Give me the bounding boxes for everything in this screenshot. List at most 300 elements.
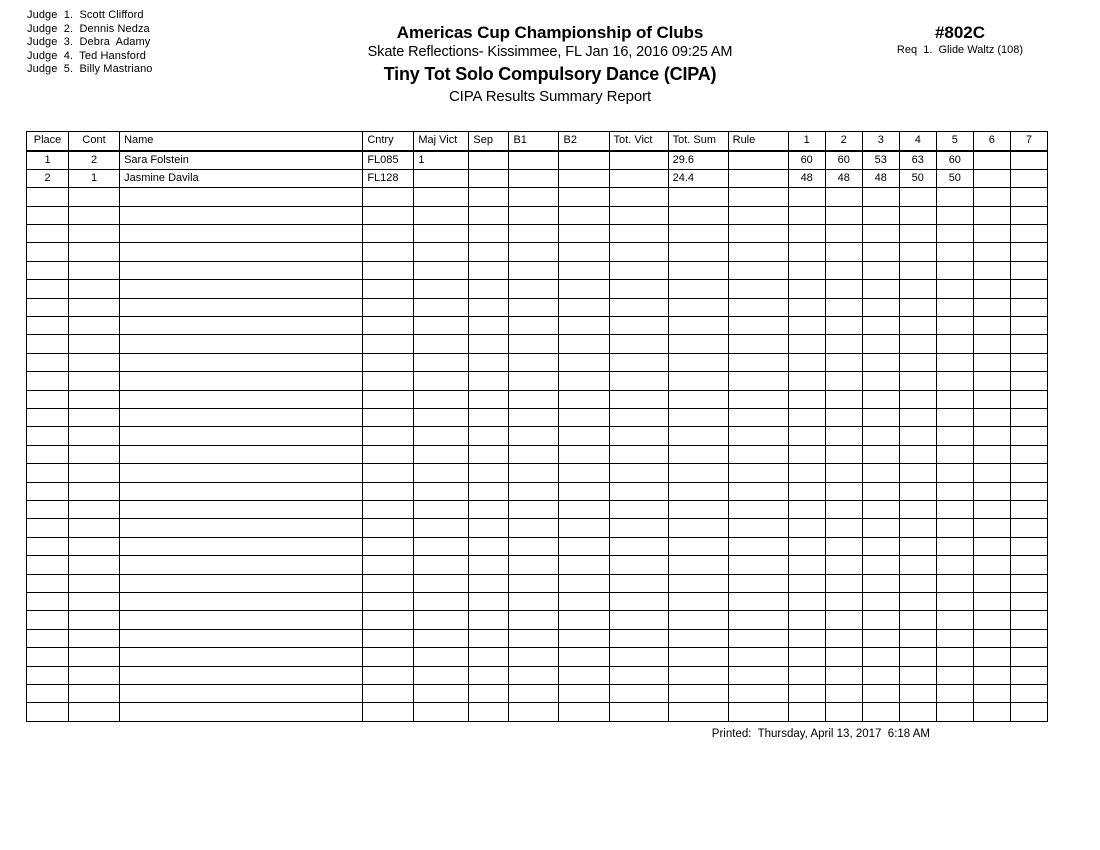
cell-j7 <box>1010 666 1047 684</box>
cell-rule <box>728 593 788 611</box>
cell-maj_vict <box>414 574 469 592</box>
cell-cont <box>69 316 120 334</box>
cell-tot_sum <box>668 501 728 519</box>
cell-j1 <box>788 298 825 316</box>
cell-tot_sum <box>668 353 728 371</box>
column-header-tot_vict[interactable]: Tot. Vict <box>609 132 668 151</box>
cell-sep <box>469 593 509 611</box>
cell-j6 <box>973 501 1010 519</box>
cell-tot_vict <box>609 298 668 316</box>
cell-maj_vict <box>414 372 469 390</box>
cell-maj_vict <box>414 629 469 647</box>
cell-b1 <box>509 261 559 279</box>
column-header-j2[interactable]: 2 <box>825 132 862 151</box>
cell-j6 <box>973 556 1010 574</box>
judge-label: Judge <box>27 9 58 21</box>
cell-j3 <box>862 372 899 390</box>
cell-cntry <box>363 556 414 574</box>
cell-cntry <box>363 372 414 390</box>
cell-j6 <box>973 390 1010 408</box>
cell-j6 <box>973 243 1010 261</box>
table-row-empty[interactable] <box>27 206 1048 224</box>
cell-b1 <box>509 243 559 261</box>
cell-rule <box>728 316 788 334</box>
cell-sep <box>469 703 509 721</box>
cell-name <box>120 390 363 408</box>
cell-j7 <box>1010 464 1047 482</box>
cell-j4 <box>899 445 936 463</box>
cell-name <box>120 464 363 482</box>
cell-maj_vict <box>414 648 469 666</box>
cell-tot_sum <box>668 261 728 279</box>
table-row-empty[interactable] <box>27 556 1048 574</box>
cell-place <box>27 390 69 408</box>
cell-j2 <box>825 445 862 463</box>
column-header-place[interactable]: Place <box>27 132 69 151</box>
cell-j6 <box>973 648 1010 666</box>
cell-place <box>27 666 69 684</box>
table-row-empty[interactable] <box>27 280 1048 298</box>
cell-j3 <box>862 482 899 500</box>
cell-sep <box>469 519 509 537</box>
cell-j5 <box>936 261 973 279</box>
cell-place <box>27 648 69 666</box>
column-header-cont[interactable]: Cont <box>69 132 120 151</box>
cell-place <box>27 427 69 445</box>
cell-sep <box>469 427 509 445</box>
cell-rule <box>728 427 788 445</box>
cell-name <box>120 298 363 316</box>
cell-place <box>27 206 69 224</box>
cell-rule <box>728 335 788 353</box>
cell-j7 <box>1010 611 1047 629</box>
cell-tot_sum <box>668 537 728 555</box>
table-row-empty[interactable] <box>27 188 1048 206</box>
table-row-empty[interactable] <box>27 501 1048 519</box>
cell-cntry <box>363 501 414 519</box>
cell-rule <box>728 280 788 298</box>
cell-rule <box>728 408 788 426</box>
cell-j4: 50 <box>899 169 936 187</box>
cell-name <box>120 574 363 592</box>
cell-rule <box>728 482 788 500</box>
cell-j6 <box>973 629 1010 647</box>
cell-maj_vict <box>414 482 469 500</box>
cell-j4: 63 <box>899 151 936 170</box>
table-row[interactable] <box>27 169 1048 187</box>
cell-j4 <box>899 464 936 482</box>
cell-j7 <box>1010 408 1047 426</box>
cell-tot_sum <box>668 243 728 261</box>
cell-name <box>120 261 363 279</box>
cell-j1 <box>788 316 825 334</box>
cell-name <box>120 408 363 426</box>
cell-b1 <box>509 188 559 206</box>
cell-cntry <box>363 482 414 500</box>
cell-cont <box>69 206 120 224</box>
cell-sep <box>469 372 509 390</box>
cell-b2 <box>559 445 609 463</box>
table-row-empty[interactable] <box>27 261 1048 279</box>
cell-tot_vict <box>609 501 668 519</box>
event-number: #802C <box>934 23 986 42</box>
cell-name <box>120 482 363 500</box>
cell-j6 <box>973 703 1010 721</box>
cell-j6 <box>973 685 1010 703</box>
cell-tot_sum <box>668 574 728 592</box>
cell-maj_vict <box>414 261 469 279</box>
cell-j4 <box>899 335 936 353</box>
cell-maj_vict <box>414 224 469 242</box>
table-row-empty[interactable] <box>27 703 1048 721</box>
cell-sep <box>469 280 509 298</box>
cell-place <box>27 316 69 334</box>
cell-cont <box>69 611 120 629</box>
cell-j2 <box>825 611 862 629</box>
cell-name <box>120 556 363 574</box>
cell-j1 <box>788 519 825 537</box>
cell-cntry <box>363 280 414 298</box>
cell-b1 <box>509 611 559 629</box>
cell-j2 <box>825 685 862 703</box>
cell-j2 <box>825 593 862 611</box>
judge-name: Billy Mastriano <box>79 63 153 76</box>
cell-j1 <box>788 685 825 703</box>
cell-j1 <box>788 593 825 611</box>
cell-j5 <box>936 648 973 666</box>
cell-sep <box>469 648 509 666</box>
cell-tot_vict <box>609 648 668 666</box>
cell-j6 <box>973 611 1010 629</box>
judge-label: Judge <box>27 22 58 35</box>
column-header-cntry[interactable]: Cntry <box>363 132 414 151</box>
cell-j1 <box>788 666 825 684</box>
column-header-j1[interactable]: 1 <box>788 132 825 151</box>
judge-label: Judge <box>27 49 58 62</box>
cell-name <box>120 629 363 647</box>
cell-j5 <box>936 593 973 611</box>
cell-rule <box>728 629 788 647</box>
cell-b1 <box>509 703 559 721</box>
cell-tot_vict <box>609 445 668 463</box>
cell-maj_vict <box>414 335 469 353</box>
column-header-j5[interactable]: 5 <box>936 132 973 151</box>
cell-rule <box>728 151 788 170</box>
cell-j2 <box>825 261 862 279</box>
cell-name <box>120 206 363 224</box>
cell-b2 <box>559 243 609 261</box>
cell-j6 <box>973 224 1010 242</box>
cell-j1 <box>788 390 825 408</box>
cell-j2 <box>825 703 862 721</box>
cell-j3 <box>862 519 899 537</box>
cell-cont <box>69 261 120 279</box>
cell-j2 <box>825 556 862 574</box>
table-row-empty[interactable] <box>27 685 1048 703</box>
cell-cont <box>69 188 120 206</box>
cell-j1 <box>788 445 825 463</box>
cell-j4 <box>899 206 936 224</box>
cell-j1 <box>788 537 825 555</box>
cell-j7 <box>1010 372 1047 390</box>
cell-tot_sum <box>668 280 728 298</box>
cell-cont <box>69 519 120 537</box>
cell-j2 <box>825 537 862 555</box>
table-row-empty[interactable] <box>27 519 1048 537</box>
column-header-rule[interactable]: Rule <box>728 132 788 151</box>
column-header-name[interactable]: Name <box>120 132 363 151</box>
cell-maj_vict <box>414 519 469 537</box>
cell-j1 <box>788 408 825 426</box>
table-row-empty[interactable] <box>27 464 1048 482</box>
column-header-b2[interactable]: B2 <box>559 132 609 151</box>
cell-j2 <box>825 224 862 242</box>
cell-b1 <box>509 556 559 574</box>
cell-cntry: FL085 <box>363 151 414 170</box>
cell-place <box>27 224 69 242</box>
cell-cont <box>69 335 120 353</box>
table-row-empty[interactable] <box>27 335 1048 353</box>
judge-name: Debra Adamy <box>79 36 151 49</box>
cell-name <box>120 666 363 684</box>
table-row[interactable] <box>27 151 1048 170</box>
table-row-empty[interactable] <box>27 427 1048 445</box>
cell-b2 <box>559 464 609 482</box>
table-row-empty[interactable] <box>27 666 1048 684</box>
cell-b2 <box>559 703 609 721</box>
cell-place <box>27 408 69 426</box>
cell-j1 <box>788 261 825 279</box>
cell-j5 <box>936 298 973 316</box>
judge-number: 5. <box>63 63 74 76</box>
cell-name <box>120 593 363 611</box>
cell-j7 <box>1010 280 1047 298</box>
cell-j5 <box>936 390 973 408</box>
cell-sep <box>469 169 509 187</box>
cell-j7 <box>1010 188 1047 206</box>
cell-j6 <box>973 206 1010 224</box>
cell-place: 2 <box>27 169 69 187</box>
results-table <box>26 131 1048 722</box>
cell-rule <box>728 224 788 242</box>
cell-name <box>120 703 363 721</box>
cell-j5: 60 <box>936 151 973 170</box>
table-row-empty[interactable] <box>27 298 1048 316</box>
table-row-empty[interactable] <box>27 537 1048 555</box>
cell-tot_vict <box>609 556 668 574</box>
cell-sep <box>469 224 509 242</box>
cell-place <box>27 501 69 519</box>
table-row-empty[interactable] <box>27 611 1048 629</box>
cell-tot_sum <box>668 611 728 629</box>
column-header-tot_sum[interactable]: Tot. Sum <box>668 132 728 151</box>
column-header-j4[interactable]: 4 <box>899 132 936 151</box>
cell-maj_vict <box>414 316 469 334</box>
cell-j5 <box>936 427 973 445</box>
column-header-sep[interactable]: Sep <box>469 132 509 151</box>
cell-j3 <box>862 427 899 445</box>
cell-tot_sum <box>668 445 728 463</box>
cell-j1 <box>788 574 825 592</box>
cell-cont <box>69 537 120 555</box>
cell-tot_vict <box>609 611 668 629</box>
cell-cont <box>69 685 120 703</box>
table-row-empty[interactable] <box>27 593 1048 611</box>
table-row-empty[interactable] <box>27 353 1048 371</box>
table-row-empty[interactable] <box>27 316 1048 334</box>
cell-j6 <box>973 482 1010 500</box>
table-body <box>27 151 1048 722</box>
cell-tot_vict <box>609 390 668 408</box>
cell-j2 <box>825 243 862 261</box>
table-row-empty[interactable] <box>27 648 1048 666</box>
cell-maj_vict <box>414 169 469 187</box>
cell-rule <box>728 353 788 371</box>
cell-b1 <box>509 224 559 242</box>
table-row-empty[interactable] <box>27 408 1048 426</box>
table-row-empty[interactable] <box>27 372 1048 390</box>
cell-j1 <box>788 556 825 574</box>
cell-j3 <box>862 464 899 482</box>
cell-tot_vict <box>609 316 668 334</box>
cell-b2 <box>559 206 609 224</box>
cell-name <box>120 685 363 703</box>
cell-cont: 1 <box>69 169 120 187</box>
table-row-empty[interactable] <box>27 482 1048 500</box>
cell-j5 <box>936 335 973 353</box>
column-header-j3[interactable]: 3 <box>862 132 899 151</box>
cell-j4 <box>899 316 936 334</box>
cell-cntry: FL128 <box>363 169 414 187</box>
table-row-empty[interactable] <box>27 224 1048 242</box>
cell-cont <box>69 593 120 611</box>
cell-b1 <box>509 464 559 482</box>
cell-j7 <box>1010 482 1047 500</box>
cell-b2 <box>559 593 609 611</box>
cell-j6 <box>973 335 1010 353</box>
cell-tot_sum <box>668 224 728 242</box>
cell-j4 <box>899 703 936 721</box>
cell-cntry <box>363 648 414 666</box>
cell-sep <box>469 501 509 519</box>
cell-rule <box>728 501 788 519</box>
cell-sep <box>469 261 509 279</box>
cell-j4 <box>899 629 936 647</box>
cell-j1 <box>788 427 825 445</box>
cell-j3 <box>862 224 899 242</box>
cell-b2 <box>559 188 609 206</box>
cell-cont <box>69 224 120 242</box>
cell-tot_vict <box>609 685 668 703</box>
cell-cntry <box>363 316 414 334</box>
cell-maj_vict <box>414 280 469 298</box>
cell-name: Sara Folstein <box>120 151 363 170</box>
table-row-empty[interactable] <box>27 243 1048 261</box>
cell-b2 <box>559 629 609 647</box>
cell-place <box>27 482 69 500</box>
cell-tot_vict <box>609 261 668 279</box>
cell-j6 <box>973 464 1010 482</box>
cell-name <box>120 519 363 537</box>
cell-sep <box>469 316 509 334</box>
column-header-j7[interactable]: 7 <box>1010 132 1047 151</box>
cell-place <box>27 335 69 353</box>
table-row-empty[interactable] <box>27 445 1048 463</box>
cell-cntry <box>363 685 414 703</box>
cell-tot_sum <box>668 188 728 206</box>
column-header-maj_vict[interactable]: Maj Vict <box>414 132 469 151</box>
cell-j3 <box>862 280 899 298</box>
cell-j6 <box>973 151 1010 170</box>
cell-name <box>120 445 363 463</box>
cell-name <box>120 501 363 519</box>
cell-tot_sum <box>668 464 728 482</box>
cell-j3 <box>862 537 899 555</box>
table-row-empty[interactable] <box>27 390 1048 408</box>
cell-place <box>27 556 69 574</box>
cell-place <box>27 188 69 206</box>
cell-sep <box>469 537 509 555</box>
judge-entry <box>27 9 287 23</box>
cell-cont <box>69 629 120 647</box>
cell-j3 <box>862 685 899 703</box>
cell-rule <box>728 372 788 390</box>
cell-j5 <box>936 685 973 703</box>
cell-tot_vict <box>609 666 668 684</box>
judge-number: 1. <box>63 9 74 21</box>
cell-b2 <box>559 280 609 298</box>
cell-tot_vict <box>609 224 668 242</box>
cell-j3 <box>862 353 899 371</box>
cell-j6 <box>973 593 1010 611</box>
cell-j2 <box>825 188 862 206</box>
cell-j4 <box>899 280 936 298</box>
cell-rule <box>728 445 788 463</box>
cell-j6 <box>973 574 1010 592</box>
cell-j2 <box>825 648 862 666</box>
cell-j7 <box>1010 206 1047 224</box>
cell-j2 <box>825 335 862 353</box>
table-header <box>27 132 1048 151</box>
cell-place <box>27 372 69 390</box>
table-row-empty[interactable] <box>27 574 1048 592</box>
cell-cont <box>69 427 120 445</box>
cell-tot_sum <box>668 593 728 611</box>
table-row-empty[interactable] <box>27 629 1048 647</box>
cell-j3 <box>862 611 899 629</box>
cell-j2: 60 <box>825 151 862 170</box>
cell-b1 <box>509 519 559 537</box>
cell-maj_vict <box>414 685 469 703</box>
cell-j3 <box>862 206 899 224</box>
cell-b1 <box>509 685 559 703</box>
cell-place <box>27 703 69 721</box>
cell-j4 <box>899 574 936 592</box>
column-header-j6[interactable]: 6 <box>973 132 1010 151</box>
cell-cont <box>69 482 120 500</box>
judge-name: Ted Hansford <box>79 49 146 62</box>
cell-b1 <box>509 445 559 463</box>
cell-name <box>120 224 363 242</box>
cell-tot_vict <box>609 482 668 500</box>
cell-place <box>27 464 69 482</box>
cell-tot_vict <box>609 372 668 390</box>
column-header-b1[interactable]: B1 <box>509 132 559 151</box>
cell-j4 <box>899 685 936 703</box>
cell-j1 <box>788 188 825 206</box>
cell-place <box>27 629 69 647</box>
cell-j5 <box>936 464 973 482</box>
